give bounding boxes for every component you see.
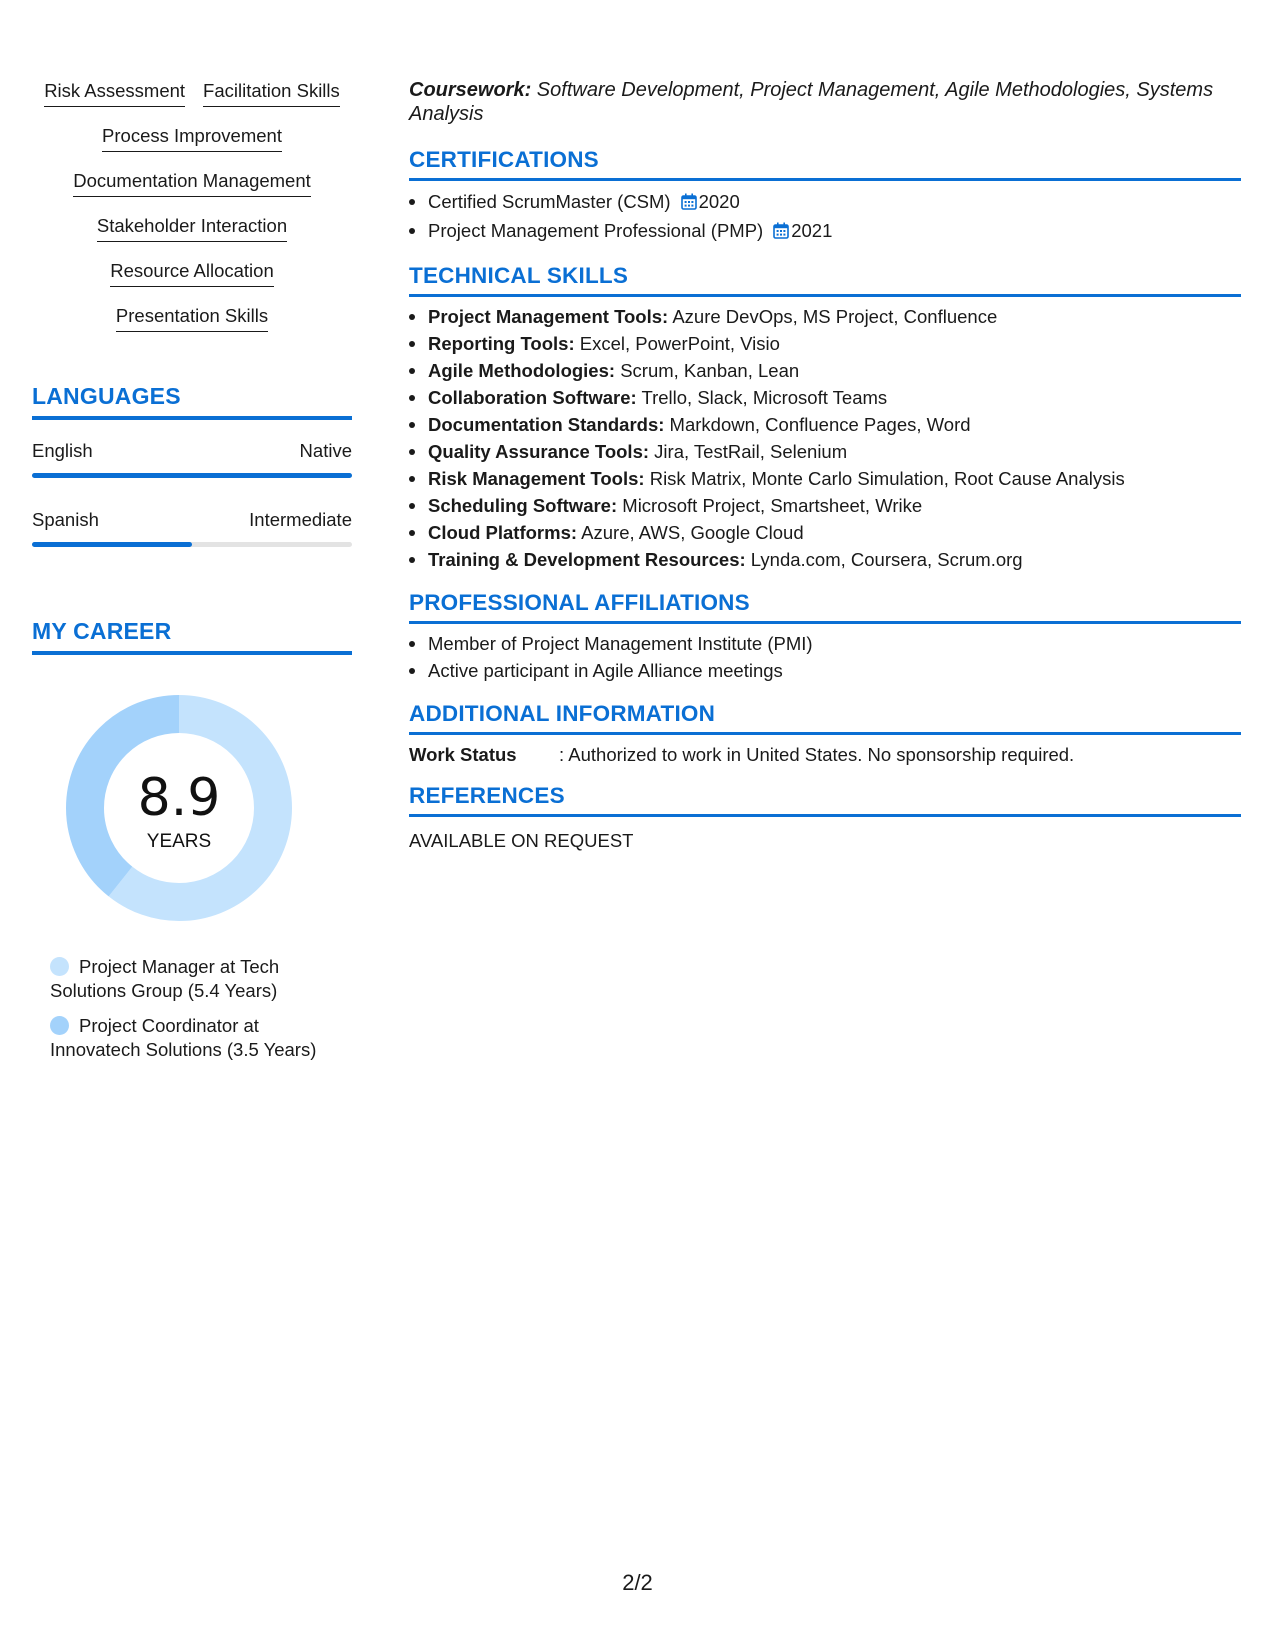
technical-skill-item: Collaboration Software: Trello, Slack, Microsoft Teams [409,384,1241,411]
coursework [409,78,1241,126]
calendar-icon [681,190,697,217]
references-text: AVAILABLE ON REQUEST [409,830,634,851]
certifications-heading: CERTIFICATIONS [409,146,1241,181]
languages-heading: LANGUAGES [32,382,352,420]
language-name: English [32,440,93,461]
language-level: Intermediate [249,509,352,530]
certification-year: 2020 [698,191,740,212]
skill-tag: Documentation Management [73,170,311,197]
technical-skill-item: Cloud Platforms: Azure, AWS, Google Cloud [409,519,1241,546]
career-legend-item: Project Manager at Tech Solutions Group (5.4 Years) [50,956,280,1001]
technical-skill-item: Reporting Tools: Excel, PowerPoint, Visio [409,330,1241,357]
work-status-row [409,743,1241,767]
skill-tag: Facilitation Skills [203,80,340,107]
left-column [32,80,352,1073]
additional-info-heading: ADDITIONAL INFORMATION [409,700,1241,735]
technical-skill-item: Agile Methodologies: Scrum, Kanban, Lean [409,357,1241,384]
technical-skill-item: Risk Management Tools: Risk Matrix, Monte Carlo Simulation, Root Cause Analysis [409,465,1241,492]
coursework-label: Coursework: [409,79,532,101]
affiliation-item: Active participant in Agile Alliance meetings [409,657,1241,684]
skill-tag: Process Improvement [102,125,282,152]
career-heading: MY CAREER [32,617,352,655]
language-bar-fill [32,473,352,478]
calendar-icon [773,219,789,246]
career-total-value: 8.9 [137,768,221,828]
technical-skill-item: Scheduling Software: Microsoft Project, Smartsheet, Wrike [409,492,1241,519]
affiliations-list [409,630,1241,684]
work-status-label: Work Status [409,744,517,765]
affiliation-item: Member of Project Management Institute (PMI) [409,630,1241,657]
skill-tag: Resource Allocation [110,260,274,287]
language-bar [32,473,352,478]
language-name: Spanish [32,509,99,530]
right-column [409,78,1241,853]
certification-item: Certified ScrumMaster (CSM) 2020 [409,188,1241,217]
legend-dot-icon [50,957,69,976]
language-english [32,440,352,478]
certifications-list [409,188,1241,246]
work-status-value: : Authorized to work in United States. No sponsorship required. [559,744,1075,765]
coursework-text: Software Development, Project Management, Agile Methodologies, Systems Analysis [409,79,1214,125]
career-donut-chart [66,695,292,921]
skill-tag: Stakeholder Interaction [97,215,287,242]
language-level: Native [299,440,352,461]
legend-dot-icon [50,1016,69,1035]
language-bar [32,542,352,547]
language-bar-fill [32,542,192,547]
skill-tag: Risk Assessment [44,80,185,107]
technical-skill-item: Quality Assurance Tools: Jira, TestRail, Selenium [409,438,1241,465]
career-total-unit: YEARS [146,831,212,852]
language-spanish [32,509,352,547]
certification-item: Project Management Professional (PMP) 2021 [409,217,1241,246]
page-number: 2/2 [622,1570,653,1595]
career-legend-item: Project Coordinator at Innovatech Solutions (3.5 Years) [50,1015,317,1060]
technical-skill-item: Project Management Tools: Azure DevOps, MS Project, Confluence [409,303,1241,330]
technical-skill-item: Training & Development Resources: Lynda.com, Coursera, Scrum.org [409,546,1241,573]
skill-tag: Presentation Skills [116,305,268,332]
career-legend [50,955,352,1062]
technical-skills-heading: TECHNICAL SKILLS [409,262,1241,297]
references-heading: REFERENCES [409,782,1241,817]
technical-skill-item: Documentation Standards: Markdown, Confluence Pages, Word [409,411,1241,438]
certification-year: 2021 [791,220,833,241]
affiliations-heading: PROFESSIONAL AFFILIATIONS [409,589,1241,624]
skills-tags [32,80,352,350]
technical-skills-list [409,303,1241,573]
